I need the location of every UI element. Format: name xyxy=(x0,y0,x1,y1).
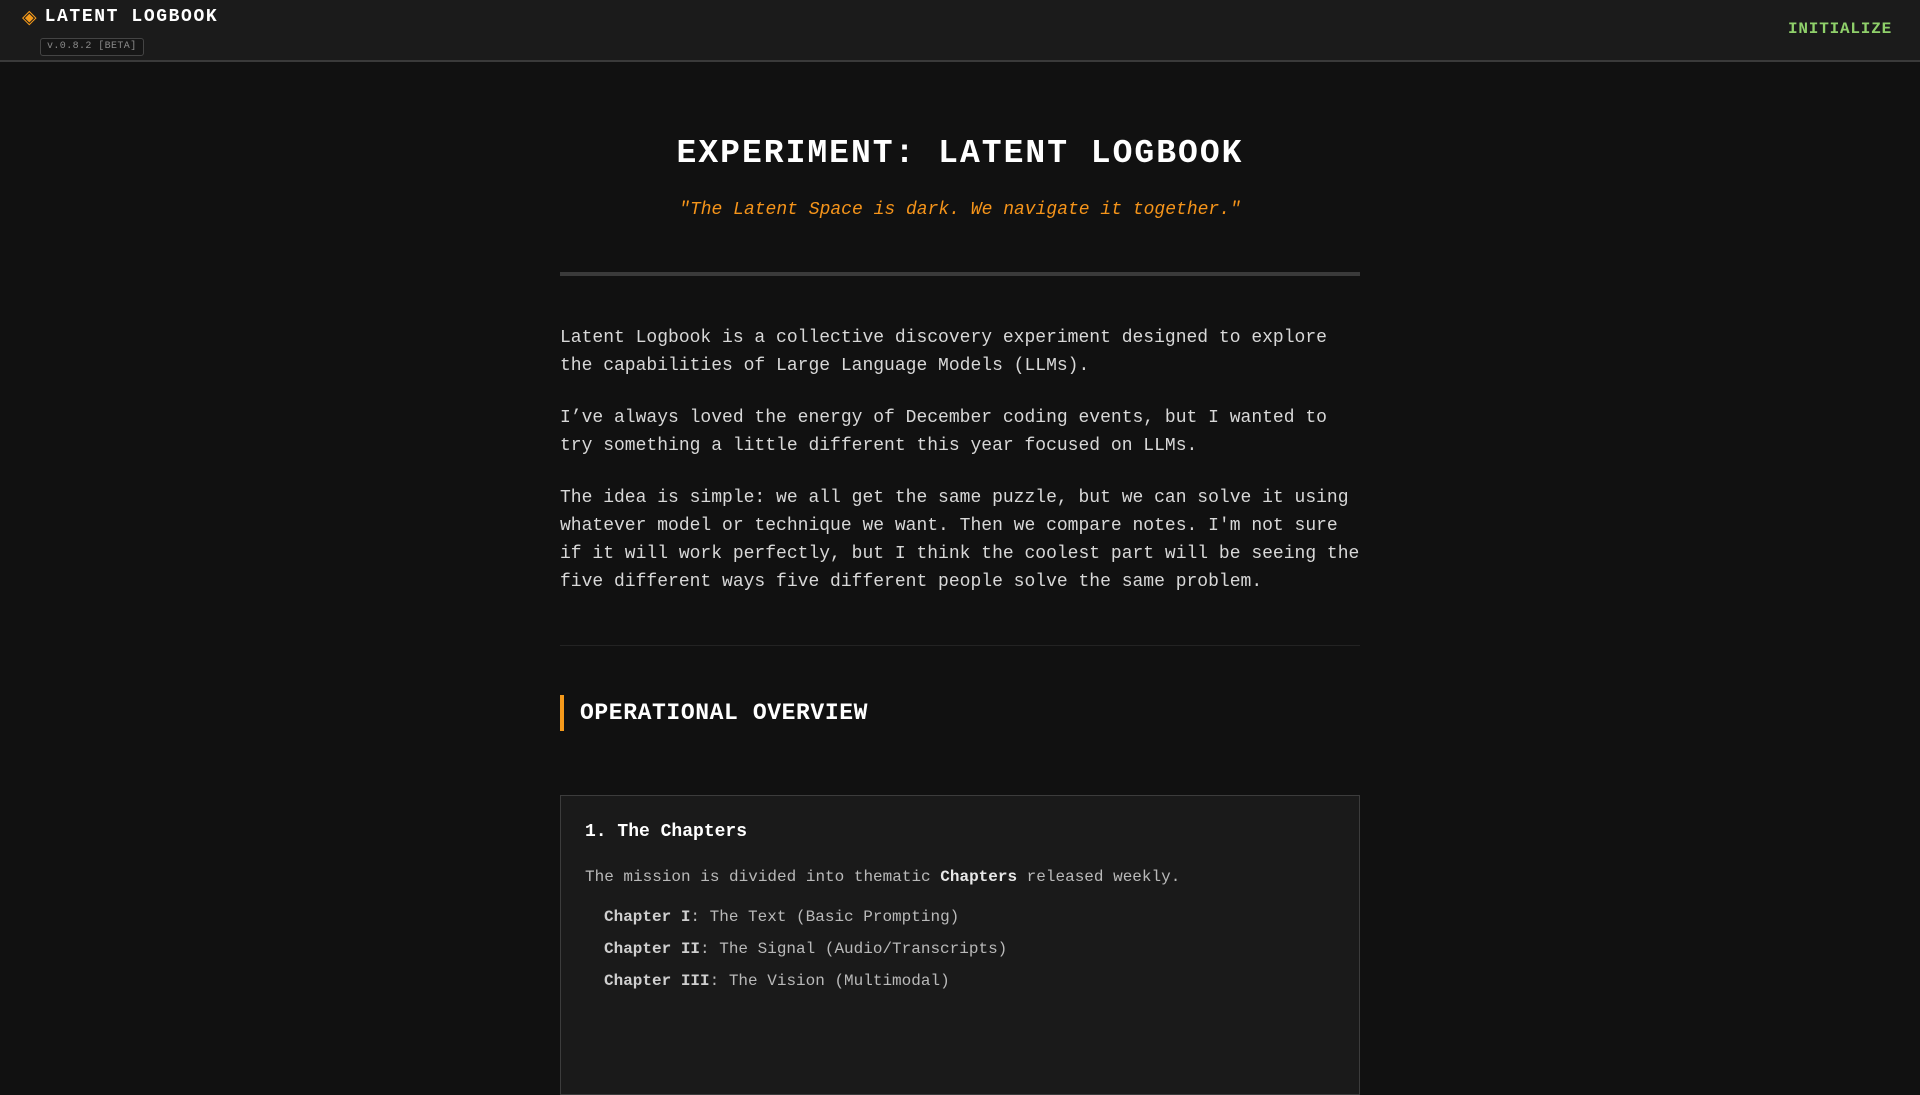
section-divider xyxy=(560,272,1360,276)
diamond-icon: ◈ xyxy=(22,6,37,28)
section-heading: OPERATIONAL OVERVIEW xyxy=(580,700,869,726)
intro-paragraph: I’ve always loved the energy of December coding events, but I wanted to try something a little different this year focused on LLMs. xyxy=(560,408,1327,456)
chapter-item xyxy=(604,970,1335,992)
section-heading-block xyxy=(560,695,1360,731)
chapter-text: The Text (Basic Prompting) xyxy=(709,908,960,926)
intro-section xyxy=(560,324,1360,620)
top-bar xyxy=(0,0,1920,62)
chapter-text: The Vision (Multimodal) xyxy=(728,972,950,990)
chapter-name: Chapter II xyxy=(604,940,701,958)
tagline-quote: "The Latent Space is dark. We navigate it together." xyxy=(679,200,1241,220)
chapter-name: Chapter III xyxy=(604,972,710,990)
chapter-item xyxy=(604,938,1335,960)
chapters-card xyxy=(560,795,1360,1095)
card-description xyxy=(585,866,1335,888)
desc-text: released weekly. xyxy=(1017,868,1181,886)
page-title: EXPERIMENT: LATENT LOGBOOK xyxy=(676,135,1244,172)
brand-title: LATENT LOGBOOK xyxy=(44,7,219,27)
chapter-sep: : xyxy=(690,908,710,926)
chapter-name: Chapter I xyxy=(604,908,691,926)
initialize-button[interactable]: INITIALIZE xyxy=(1784,18,1896,40)
chapter-text: The Signal (Audio/Transcripts) xyxy=(719,940,1008,958)
chapter-sep: : xyxy=(709,972,729,990)
chapter-item xyxy=(604,906,1335,928)
thin-divider xyxy=(560,645,1360,646)
desc-strong: Chapters xyxy=(940,868,1018,886)
version-badge: v.0.8.2 [BETA] xyxy=(40,38,144,56)
chapter-list xyxy=(585,906,1335,992)
chapter-sep: : xyxy=(700,940,720,958)
card-title: 1. The Chapters xyxy=(585,822,748,842)
brand-link[interactable] xyxy=(22,6,218,28)
desc-text: The mission is divided into thematic xyxy=(585,868,941,886)
intro-paragraph: Latent Logbook is a collective discovery experiment designed to explore the capabilities of Large Language Models (LLMs). xyxy=(560,328,1327,376)
intro-paragraph: The idea is simple: we all get the same puzzle, but we can solve it using whatever model or technique we want. Then we compare notes. I'm not sure if it will work perfectly, but I think the coolest part will be seeing the five different ways five different people solve the same problem. xyxy=(560,488,1360,592)
